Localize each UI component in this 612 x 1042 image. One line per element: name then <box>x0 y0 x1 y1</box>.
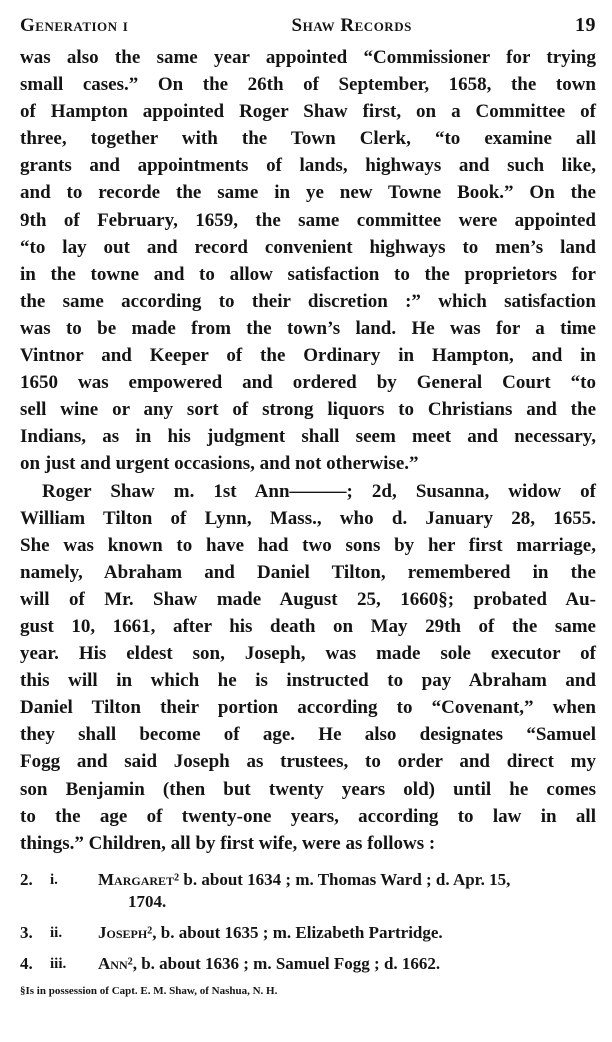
child-entry-joseph <box>20 922 596 944</box>
child-roman-numeral: i. <box>50 871 58 888</box>
text-line: William Tilton of Lynn, Mass., who d. January 28, 1655. <box>20 507 596 529</box>
child-number: 2. <box>20 869 33 889</box>
text-line: on just and urgent occasions, and not otherwise.” <box>20 453 419 475</box>
children-list <box>20 869 596 975</box>
child-text: , b. about 1636 ; m. Samuel Fogg ; d. 1662. <box>132 953 441 973</box>
text-line: gust 10, 1661, after his death on May 29th of the same <box>20 615 596 637</box>
child-text: b. about 1634 ; m. Thomas Ward ; d. Apr. 15, <box>179 869 511 889</box>
child-details <box>98 922 596 944</box>
child-details <box>98 869 596 913</box>
text-line: grants and appointments of lands, highways and such like, <box>20 155 596 177</box>
child-number: 3. <box>20 922 33 942</box>
child-text-continued: 1704. <box>128 891 167 911</box>
text-line: and to recorde the same in ye new Towne Book.” On the <box>20 182 596 204</box>
text-line: “to lay out and record convenient highways to men’s land <box>20 236 596 258</box>
text-line: will of Mr. Shaw made August 25, 1660§; probated Au- <box>20 588 596 610</box>
text-line: 9th of February, 1659, the same committee were appointed <box>20 209 596 231</box>
child-text: , b. about 1635 ; m. Elizabeth Partridge. <box>152 922 443 942</box>
child-name: Ann² <box>98 953 133 973</box>
text-line: Daniel Tilton their portion according to “Covenant,” when <box>20 697 596 719</box>
text-line: they shall become of age. He also designates “Samuel <box>20 724 596 746</box>
paragraph-commission <box>20 44 596 478</box>
child-name: Joseph² <box>98 922 153 942</box>
text-line: was also the same year appointed “Commissioner for trying <box>20 47 596 68</box>
text-line: this will in which he is instructed to pay Abraham and <box>20 670 596 692</box>
header-generation: Generation i <box>20 15 129 36</box>
text-line: Indians, as in his judgment shall seem meet and necessary, <box>20 426 596 448</box>
text-line: the same according to their discretion :” which satisfaction <box>20 290 596 312</box>
text-line: of Hampton appointed Roger Shaw first, on a Committee of <box>20 101 596 123</box>
child-number: 4. <box>20 953 33 973</box>
child-name: Margaret² <box>98 869 180 889</box>
text-line: three, together with the Town Clerk, “to examine all <box>20 128 596 150</box>
paragraph-marriages <box>20 478 596 857</box>
text-line: small cases.” On the 26th of September, 1658, the town <box>20 74 596 96</box>
child-roman-numeral: iii. <box>50 955 67 972</box>
text-line: sell wine or any sort of strong liquors to Christians and the <box>20 399 596 421</box>
footnote: §Is in possession of Capt. E. M. Shaw, of Nashua, N. H. <box>20 984 278 997</box>
text-line: to the age of twenty-one years, according to law in all <box>20 805 596 827</box>
text-line: in the towne and to allow satisfaction to the proprietors for <box>20 263 596 285</box>
text-line: namely, Abraham and Daniel Tilton, remembered in the <box>20 561 596 583</box>
text-line: Roger Shaw m. 1st Ann———; 2d, Susanna, widow of <box>42 480 596 502</box>
text-line: Vintnor and Keeper of the Ordinary in Hampton, and in <box>20 345 596 367</box>
text-line: She was known to have had two sons by her first marriage, <box>20 534 596 556</box>
header-title: Shaw Records <box>291 15 412 36</box>
child-entry-ann <box>20 953 596 975</box>
text-line: son Benjamin (then but twenty years old) until he comes <box>20 778 596 800</box>
running-head <box>20 14 596 44</box>
child-roman-numeral: ii. <box>50 924 63 941</box>
text-line: 1650 was empowered and ordered by General Court “to <box>20 372 596 394</box>
page-number: 19 <box>574 14 596 36</box>
child-details <box>98 953 596 975</box>
book-page <box>20 14 596 997</box>
text-line: things.” Children, all by first wife, were as follows : <box>20 832 436 854</box>
child-entry-margaret <box>20 869 596 913</box>
text-line: was to be made from the town’s land. He was for a time <box>20 317 596 339</box>
text-line: Fogg and said Joseph as trustees, to order and direct my <box>20 751 596 773</box>
text-line: year. His eldest son, Joseph, was made sole executor of <box>20 643 596 665</box>
